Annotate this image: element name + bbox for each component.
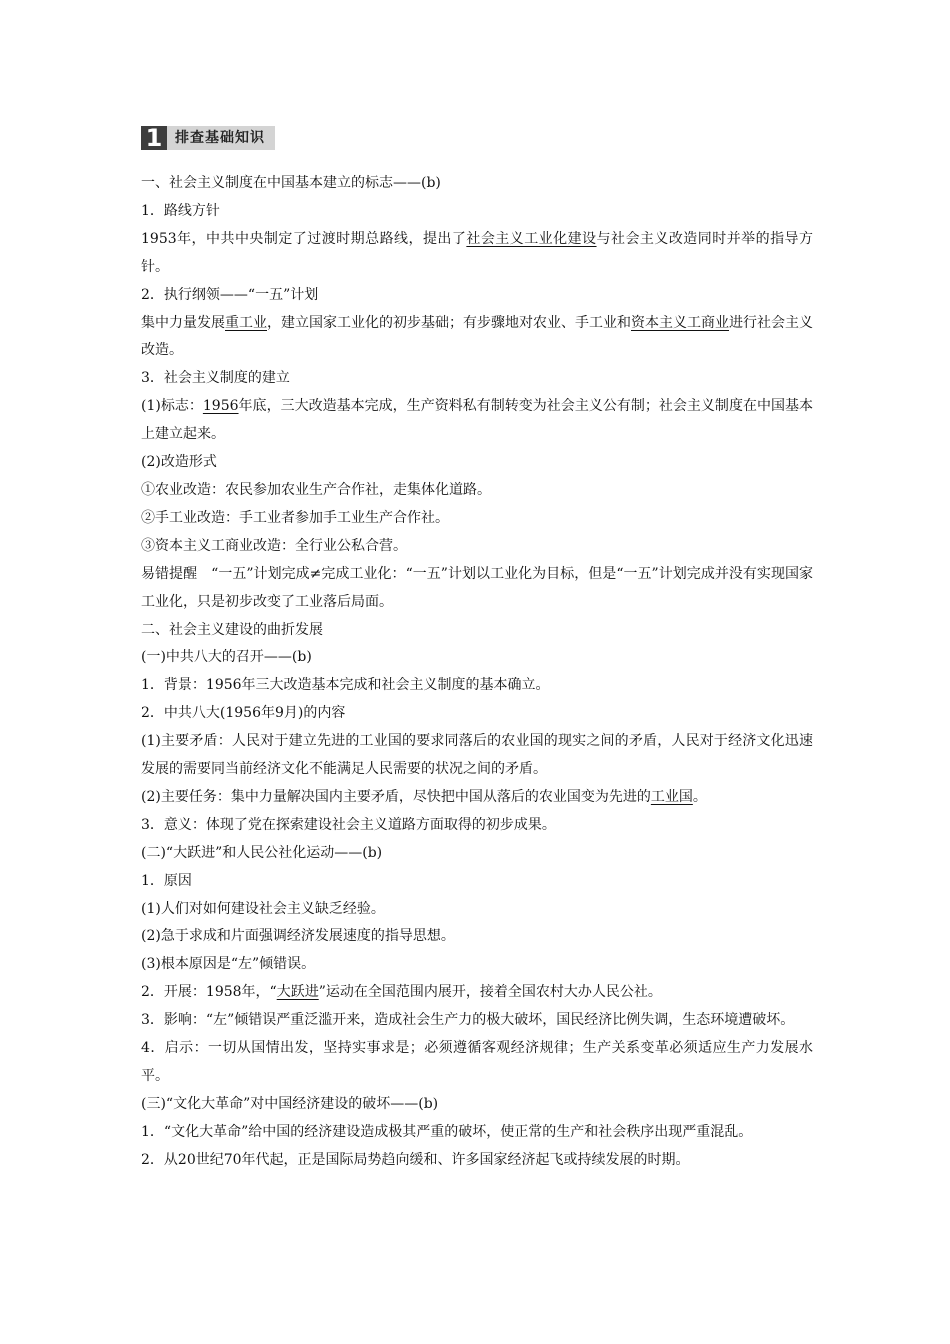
- text-segment: 4．启示：一切从国情出发，坚持实事求是；必须遵循客观经济规律；生产关系变革必须适应生产力发展水平。: [141, 1040, 813, 1084]
- text-line: [141, 812, 813, 840]
- text-line: [141, 393, 813, 449]
- text-line: [141, 198, 813, 226]
- text-segment: 1．路线方针: [141, 202, 220, 219]
- text-line: [141, 1007, 813, 1035]
- text-segment: (2)急于求成和片面强调经济发展速度的指导思想。: [141, 928, 455, 945]
- underlined-key-term: 资本主义工商业: [631, 314, 729, 331]
- text-segment: (一)中共八大的召开——(b): [141, 649, 312, 666]
- text-segment: (1)人们对如何建设社会主义缺乏经验。: [141, 900, 385, 917]
- text-segment: 与社会主义改造同时并举的指导方针。: [141, 230, 814, 275]
- section-title: 排查基础知识: [167, 126, 275, 150]
- text-line: [141, 784, 813, 812]
- text-line: [141, 644, 813, 672]
- text-line: [141, 979, 813, 1007]
- text-line: [141, 533, 813, 561]
- text-segment: (3)根本原因是“左”倾错误。: [141, 956, 316, 973]
- text-segment: (1)主要矛盾：人民对于建立先进的工业国的要求同落后的农业国的现实之间的矛盾，人民对于经济文化迅速发展的需要同当前经济文化不能满足人民需要的状况之间的矛盾。: [141, 733, 813, 778]
- text-line: [141, 170, 813, 198]
- text-segment: 二、社会主义建设的曲折发展: [141, 621, 323, 638]
- text-segment: 年底，三大改造基本完成，生产资料私有制转变为社会主义公有制；社会主义制度在中国基本上建立起来。: [141, 398, 813, 443]
- text-segment: 1．背景：1956年三大改造基本完成和社会主义制度的基本确立。: [141, 677, 550, 694]
- text-segment: 3．影响：“左”倾错误严重泛滥开来，造成社会生产力的极大破坏，国民经济比例失调，生态环境遭破坏。: [141, 1012, 795, 1029]
- text-segment: ③资本主义工商业改造：全行业公私合营。: [141, 537, 407, 554]
- text-line: [141, 505, 813, 533]
- text-segment: 2．中共八大(1956年9月)的内容: [141, 705, 346, 722]
- text-segment: 易错提醒 “一五”计划完成≠完成工业化：“一五”计划以工业化为目标，但是“一五”计划完成并没有实现国家工业化，只是初步改变了工业落后局面。: [141, 565, 813, 610]
- text-segment: (三)“文化大革命”对中国经济建设的破坏——(b): [141, 1095, 439, 1112]
- text-segment: 进行社会主义改造。: [141, 314, 813, 359]
- text-line: [141, 449, 813, 477]
- text-segment: 3．意义：体现了党在探索建设社会主义道路方面取得的初步成果。: [141, 816, 556, 833]
- underlined-key-term: 大跃进: [276, 984, 319, 1001]
- text-segment: 2．从20世纪70年代起，正是国际局势趋向缓和、许多国家经济起飞或持续发展的时期。: [141, 1151, 690, 1168]
- text-segment: 集中力量发展: [141, 314, 225, 331]
- underlined-key-term: 1956: [202, 398, 239, 415]
- text-segment: 3．社会主义制度的建立: [141, 370, 290, 387]
- underlined-key-term: 社会主义工业化建设: [466, 230, 597, 247]
- text-line: [141, 365, 813, 393]
- body-text: [141, 170, 813, 1175]
- text-segment: (2)改造形式: [141, 454, 217, 471]
- text-line: [141, 672, 813, 700]
- text-line: [141, 310, 813, 366]
- text-line: [141, 1119, 813, 1147]
- text-segment: 1．原因: [141, 872, 192, 889]
- text-line: [141, 1147, 813, 1175]
- text-line: [141, 896, 813, 924]
- text-segment: 2．执行纲领——“一五”计划: [141, 286, 319, 303]
- text-line: [141, 840, 813, 868]
- text-line: [141, 477, 813, 505]
- text-line: [141, 1091, 813, 1119]
- text-segment: 。: [692, 788, 707, 805]
- text-line: [141, 923, 813, 951]
- underlined-key-term: 工业国: [650, 788, 693, 805]
- text-segment: ①农业改造：农民参加农业生产合作社，走集体化道路。: [141, 481, 491, 498]
- text-line: [141, 1035, 813, 1091]
- text-line: [141, 617, 813, 645]
- text-segment: 一、社会主义制度在中国基本建立的标志——(b): [141, 175, 441, 191]
- section-number: 1: [141, 126, 167, 150]
- text-segment: 1．“文化大革命”给中国的经济建设造成极其严重的破坏，使正常的生产和社会秩序出现严重混乱。: [141, 1123, 753, 1140]
- document-page: [141, 126, 813, 1175]
- text-segment: ”运动在全国范围内展开，接着全国农村大办人民公社。: [318, 984, 662, 1001]
- text-segment: (1)标志：: [141, 398, 203, 415]
- text-line: [141, 282, 813, 310]
- text-segment: (二)“大跃进”和人民公社化运动——(b): [141, 844, 383, 861]
- text-segment: 1953年，中共中央制定了过渡时期总路线，提出了: [141, 230, 467, 247]
- text-line: [141, 226, 813, 282]
- underlined-key-term: 重工业: [225, 314, 267, 331]
- text-segment: ，建立国家工业化的初步基础；有步骤地对农业、手工业和: [267, 314, 631, 331]
- text-segment: ②手工业改造：手工业者参加手工业生产合作社。: [141, 509, 449, 526]
- text-line: [141, 728, 813, 784]
- text-line: [141, 561, 813, 617]
- text-line: [141, 868, 813, 896]
- text-line: [141, 951, 813, 979]
- text-segment: 2．开展：1958年，“: [141, 984, 277, 1001]
- text-line: [141, 700, 813, 728]
- section-badge: [141, 126, 813, 150]
- text-segment: (2)主要任务：集中力量解决国内主要矛盾，尽快把中国从落后的农业国变为先进的: [141, 788, 651, 805]
